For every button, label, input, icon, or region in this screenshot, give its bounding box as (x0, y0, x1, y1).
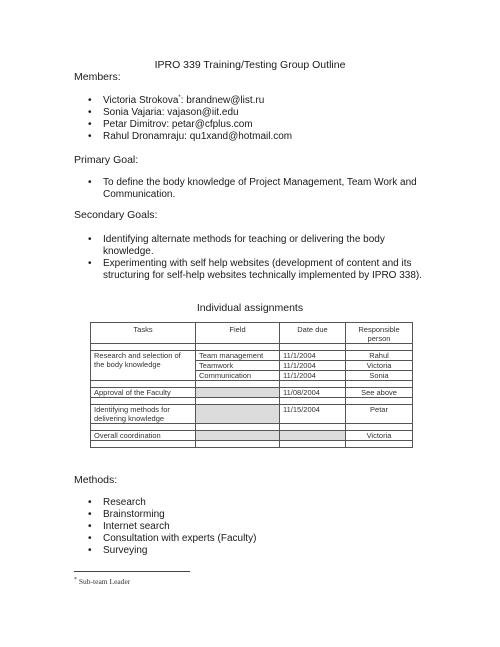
task-cell: Identifying methods for delivering knowledge (91, 405, 196, 424)
spacer-row (91, 441, 413, 448)
date-cell: 11/1/2004 (280, 371, 346, 381)
table-header-row (91, 323, 413, 344)
task-cell: Approval of the Faculty (91, 388, 196, 398)
field-cell (196, 431, 280, 441)
field-cell: Teamwork (196, 361, 280, 371)
table-row (91, 405, 413, 424)
spacer-row (91, 398, 413, 405)
list-item: • Rahul Dronamraju: qu1xand@hotmail.com (74, 131, 434, 143)
date-cell: 11/15/2004 (280, 405, 346, 424)
secondary-goals-heading: Secondary Goals: (74, 209, 158, 221)
list-item: • Research (74, 497, 434, 509)
spacer-row (91, 344, 413, 351)
person-cell: Petar (346, 405, 413, 424)
member-contact: : brandnew@list.ru (180, 95, 265, 106)
list-item: • Identifying alternate methods for teaching or delivering the body knowledge. (74, 234, 434, 258)
table-row (91, 431, 413, 441)
field-cell (196, 388, 280, 398)
column-header: Field (196, 323, 280, 344)
primary-goal-heading: Primary Goal: (74, 154, 139, 166)
members-list (74, 95, 434, 143)
column-header: Responsible person (346, 323, 413, 344)
list-item: • Sonia Vajaria: vajason@iit.edu (74, 107, 434, 119)
person-cell: See above (346, 388, 413, 398)
field-cell: Team management (196, 351, 280, 361)
footnote-separator (74, 571, 190, 572)
list-item: • Brainstorming (74, 509, 434, 521)
date-cell: 11/1/2004 (280, 361, 346, 371)
person-cell: Sonia (346, 371, 413, 381)
footnote-mark: * (74, 577, 77, 583)
document-title: IPRO 339 Training/Testing Group Outline (154, 59, 346, 71)
task-cell: Research and selection of the body knowledge (91, 351, 196, 381)
column-header: Tasks (91, 323, 196, 344)
methods-list (74, 497, 434, 557)
column-header: Date due (280, 323, 346, 344)
table-row (91, 388, 413, 398)
list-item: • Experimenting with self help websites (development of content and its structuring for self-help websites technically implemented by IPRO 338). (74, 258, 434, 282)
list-item: • Surveying (74, 545, 434, 557)
date-cell: 11/1/2004 (280, 351, 346, 361)
member-name: Victoria Strokova (103, 95, 179, 106)
assignments-table (90, 322, 413, 448)
list-item: • Petar Dimitrov: petar@cfplus.com (74, 119, 434, 131)
footnote-text: Sub-team Leader (78, 577, 131, 586)
field-cell (196, 405, 280, 424)
list-item: • To define the body knowledge of Project Management, Team Work and Communication. (74, 177, 434, 201)
date-cell (280, 431, 346, 441)
list-item: • Consultation with experts (Faculty) (74, 533, 434, 545)
table-row (91, 351, 413, 361)
field-cell: Communication (196, 371, 280, 381)
members-heading: Members: (74, 71, 121, 83)
person-cell: Victoria (346, 431, 413, 441)
methods-heading: Methods: (74, 474, 118, 486)
person-cell: Rahul (346, 351, 413, 361)
primary-goal-list (74, 177, 434, 201)
list-item: • Internet search (74, 521, 434, 533)
list-item (74, 95, 434, 107)
date-cell: 11/08/2004 (280, 388, 346, 398)
task-cell: Overall coordination (91, 431, 196, 441)
secondary-goals-list (74, 234, 434, 282)
person-cell: Victoria (346, 361, 413, 371)
spacer-row (91, 424, 413, 431)
footnote (74, 577, 130, 586)
footnote-mark: * (178, 95, 181, 101)
table-title: Individual assignments (196, 302, 304, 314)
spacer-row (91, 381, 413, 388)
